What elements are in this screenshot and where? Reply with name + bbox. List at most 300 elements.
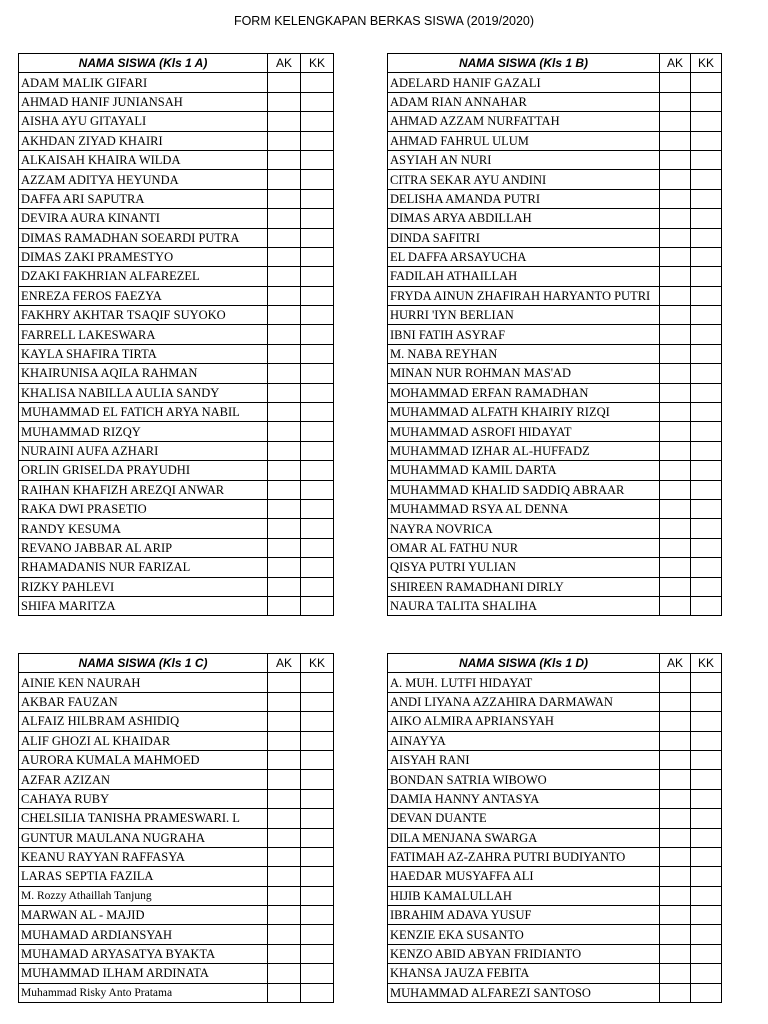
student-name: NAYRA NOVRICA	[388, 519, 660, 538]
student-row	[388, 558, 722, 577]
kk-checkbox-cell[interactable]	[301, 538, 334, 557]
student-row	[388, 73, 722, 92]
student-row	[388, 286, 722, 305]
ak-checkbox-cell[interactable]	[268, 344, 301, 363]
kk-checkbox-cell[interactable]	[301, 364, 334, 383]
ak-checkbox-cell[interactable]	[268, 750, 301, 769]
kk-checkbox-cell[interactable]	[301, 770, 334, 789]
kk-checkbox-cell[interactable]	[691, 558, 722, 577]
ak-checkbox-cell[interactable]	[268, 577, 301, 596]
student-row	[388, 325, 722, 344]
kk-checkbox-cell[interactable]	[301, 673, 334, 692]
ak-checkbox-cell[interactable]	[660, 403, 691, 422]
ak-checkbox-cell[interactable]	[660, 519, 691, 538]
ak-checkbox-cell[interactable]	[660, 596, 691, 615]
student-row	[19, 789, 334, 808]
ak-checkbox-cell[interactable]	[660, 673, 691, 692]
ak-checkbox-cell[interactable]	[660, 828, 691, 847]
ak-checkbox-cell[interactable]	[660, 344, 691, 363]
kk-checkbox-cell[interactable]	[301, 150, 334, 169]
ak-checkbox-cell[interactable]	[660, 925, 691, 944]
kk-checkbox-cell[interactable]	[301, 461, 334, 480]
kk-checkbox-cell[interactable]	[301, 712, 334, 731]
kk-checkbox-cell[interactable]	[301, 499, 334, 518]
student-row	[19, 596, 334, 615]
student-name: DIMAS ARYA ABDILLAH	[388, 209, 660, 228]
ak-checkbox-cell[interactable]	[268, 325, 301, 344]
kk-checkbox-cell[interactable]	[691, 499, 722, 518]
ak-checkbox-cell[interactable]	[268, 73, 301, 92]
student-name: AISYAH RANI	[388, 750, 660, 769]
ak-checkbox-cell[interactable]	[660, 92, 691, 111]
kk-checkbox-cell[interactable]	[301, 267, 334, 286]
ak-checkbox-cell[interactable]	[660, 944, 691, 963]
kk-checkbox-cell[interactable]	[691, 847, 722, 866]
kk-checkbox-cell[interactable]	[691, 519, 722, 538]
student-row	[19, 847, 334, 866]
kk-checkbox-cell[interactable]	[301, 189, 334, 208]
ak-checkbox-cell[interactable]	[268, 247, 301, 266]
ak-checkbox-cell[interactable]	[268, 770, 301, 789]
student-row	[388, 886, 722, 905]
student-name: RANDY KESUMA	[19, 519, 268, 538]
student-name: AHMAD HANIF JUNIANSAH	[19, 92, 268, 111]
student-name: MUHAMMAD KAMIL DARTA	[388, 461, 660, 480]
student-row	[19, 403, 334, 422]
ak-checkbox-cell[interactable]	[268, 692, 301, 711]
ak-checkbox-cell[interactable]	[660, 847, 691, 866]
kk-checkbox-cell[interactable]	[691, 286, 722, 305]
kk-checkbox-cell[interactable]	[301, 925, 334, 944]
ak-checkbox-cell[interactable]	[660, 112, 691, 131]
student-name: MUHAMAD ARYASATYA BYAKTA	[19, 944, 268, 963]
kk-checkbox-cell[interactable]	[691, 906, 722, 925]
student-row	[388, 789, 722, 808]
kk-checkbox-cell[interactable]	[691, 886, 722, 905]
student-row	[19, 731, 334, 750]
kk-checkbox-cell[interactable]	[691, 422, 722, 441]
kk-checkbox-cell[interactable]	[301, 209, 334, 228]
student-row	[388, 383, 722, 402]
ak-checkbox-cell[interactable]	[268, 286, 301, 305]
student-row	[388, 692, 722, 711]
student-name: MUHAMMAD ILHAM ARDINATA	[19, 964, 268, 983]
student-name: FRYDA AINUN ZHAFIRAH HARYANTO PUTRI	[388, 286, 660, 305]
student-row	[19, 770, 334, 789]
ak-checkbox-cell[interactable]	[268, 267, 301, 286]
kk-checkbox-cell[interactable]	[691, 92, 722, 111]
student-row	[388, 750, 722, 769]
ak-checkbox-cell[interactable]	[660, 170, 691, 189]
kk-checkbox-cell[interactable]	[301, 112, 334, 131]
ak-checkbox-cell[interactable]	[660, 906, 691, 925]
ak-checkbox-cell[interactable]	[268, 906, 301, 925]
kk-checkbox-cell[interactable]	[691, 306, 722, 325]
kk-checkbox-cell[interactable]	[301, 847, 334, 866]
kk-checkbox-cell[interactable]	[301, 731, 334, 750]
student-row	[19, 112, 334, 131]
kk-checkbox-cell[interactable]	[301, 964, 334, 983]
ak-column-header: AK	[268, 54, 301, 73]
student-row	[388, 344, 722, 363]
kk-checkbox-cell[interactable]	[691, 944, 722, 963]
page-title: FORM KELENGKAPAN BERKAS SISWA (2019/2020)	[233, 14, 535, 28]
student-name: IBRAHIM ADAVA YUSUF	[388, 906, 660, 925]
kk-checkbox-cell[interactable]	[691, 480, 722, 499]
kk-checkbox-cell[interactable]	[301, 867, 334, 886]
kk-checkbox-cell[interactable]	[691, 112, 722, 131]
student-name: AKBAR FAUZAN	[19, 692, 268, 711]
student-row	[19, 325, 334, 344]
student-row	[19, 558, 334, 577]
student-name: KENZIE EKA SUSANTO	[388, 925, 660, 944]
student-row	[19, 92, 334, 111]
table-header-row	[388, 54, 722, 73]
ak-checkbox-cell[interactable]	[268, 499, 301, 518]
student-row	[19, 983, 334, 1002]
ak-checkbox-cell[interactable]	[660, 441, 691, 460]
kk-checkbox-cell[interactable]	[691, 189, 722, 208]
kk-checkbox-cell[interactable]	[691, 673, 722, 692]
kk-checkbox-cell[interactable]	[301, 828, 334, 847]
kk-checkbox-cell[interactable]	[301, 750, 334, 769]
ak-checkbox-cell[interactable]	[660, 480, 691, 499]
kk-checkbox-cell[interactable]	[691, 577, 722, 596]
kk-checkbox-cell[interactable]	[301, 944, 334, 963]
ak-checkbox-cell[interactable]	[660, 983, 691, 1002]
student-name: DIMAS RAMADHAN SOEARDI PUTRA	[19, 228, 268, 247]
ak-checkbox-cell[interactable]	[268, 944, 301, 963]
student-name: BONDAN SATRIA WIBOWO	[388, 770, 660, 789]
student-row	[388, 925, 722, 944]
student-name: NURAINI AUFA AZHARI	[19, 441, 268, 460]
kk-checkbox-cell[interactable]	[691, 325, 722, 344]
kk-checkbox-cell[interactable]	[301, 577, 334, 596]
ak-checkbox-cell[interactable]	[268, 538, 301, 557]
kk-checkbox-cell[interactable]	[301, 403, 334, 422]
student-name: AINAYYA	[388, 731, 660, 750]
kk-checkbox-cell[interactable]	[301, 886, 334, 905]
ak-checkbox-cell[interactable]	[660, 789, 691, 808]
student-row	[388, 131, 722, 150]
student-row	[388, 538, 722, 557]
kk-checkbox-cell[interactable]	[691, 228, 722, 247]
kk-checkbox-cell[interactable]	[301, 983, 334, 1002]
student-name: CITRA SEKAR AYU ANDINI	[388, 170, 660, 189]
student-row	[388, 441, 722, 460]
student-name: DILA MENJANA SWARGA	[388, 828, 660, 847]
kk-checkbox-cell[interactable]	[691, 692, 722, 711]
kk-checkbox-cell[interactable]	[301, 596, 334, 615]
ak-checkbox-cell[interactable]	[268, 596, 301, 615]
kk-checkbox-cell[interactable]	[691, 770, 722, 789]
kk-checkbox-cell[interactable]	[691, 73, 722, 92]
student-name: MUHAMMAD RIZQY	[19, 422, 268, 441]
student-name: ALKAISAH KHAIRA WILDA	[19, 150, 268, 169]
student-row	[19, 383, 334, 402]
ak-checkbox-cell[interactable]	[268, 383, 301, 402]
student-name: KENZO ABID ABYAN FRIDIANTO	[388, 944, 660, 963]
student-row	[19, 209, 334, 228]
ak-checkbox-cell[interactable]	[660, 770, 691, 789]
student-row	[19, 131, 334, 150]
class-1a-table	[18, 53, 334, 616]
student-name: AIKO ALMIRA APRIANSYAH	[388, 712, 660, 731]
kk-column-header: KK	[301, 654, 334, 673]
student-row	[19, 964, 334, 983]
student-name: ALIF GHOZI AL KHAIDAR	[19, 731, 268, 750]
ak-checkbox-cell[interactable]	[268, 92, 301, 111]
name-column-header: NAMA SISWA (Kls 1 A)	[19, 54, 268, 73]
ak-checkbox-cell[interactable]	[268, 983, 301, 1002]
kk-checkbox-cell[interactable]	[691, 750, 722, 769]
ak-checkbox-cell[interactable]	[660, 209, 691, 228]
ak-checkbox-cell[interactable]	[268, 867, 301, 886]
ak-checkbox-cell[interactable]	[660, 461, 691, 480]
kk-checkbox-cell[interactable]	[301, 131, 334, 150]
student-name: DAFFA ARI SAPUTRA	[19, 189, 268, 208]
kk-checkbox-cell[interactable]	[301, 809, 334, 828]
student-name: ENREZA FEROS FAEZYA	[19, 286, 268, 305]
student-row	[388, 209, 722, 228]
ak-checkbox-cell[interactable]	[660, 247, 691, 266]
kk-checkbox-cell[interactable]	[691, 364, 722, 383]
student-row	[388, 770, 722, 789]
student-name: DIMAS ZAKI PRAMESTYO	[19, 247, 268, 266]
student-name: DZAKI FAKHRIAN ALFAREZEL	[19, 267, 268, 286]
student-name: RAIHAN KHAFIZH AREZQI ANWAR	[19, 480, 268, 499]
student-row	[19, 519, 334, 538]
kk-checkbox-cell[interactable]	[301, 286, 334, 305]
kk-checkbox-cell[interactable]	[301, 228, 334, 247]
ak-checkbox-cell[interactable]	[268, 886, 301, 905]
student-row	[19, 886, 334, 905]
student-name: A. MUH. LUTFI HIDAYAT	[388, 673, 660, 692]
kk-checkbox-cell[interactable]	[301, 789, 334, 808]
kk-checkbox-cell[interactable]	[691, 344, 722, 363]
student-row	[388, 867, 722, 886]
kk-checkbox-cell[interactable]	[691, 925, 722, 944]
student-name: MOHAMMAD ERFAN RAMADHAN	[388, 383, 660, 402]
ak-checkbox-cell[interactable]	[268, 828, 301, 847]
kk-checkbox-cell[interactable]	[301, 325, 334, 344]
kk-checkbox-cell[interactable]	[691, 209, 722, 228]
ak-checkbox-cell[interactable]	[660, 267, 691, 286]
ak-checkbox-cell[interactable]	[660, 867, 691, 886]
student-name: KAYLA SHAFIRA TIRTA	[19, 344, 268, 363]
student-name: DINDA SAFITRI	[388, 228, 660, 247]
kk-checkbox-cell[interactable]	[691, 809, 722, 828]
student-name: MUHAMAD ARDIANSYAH	[19, 925, 268, 944]
ak-checkbox-cell[interactable]	[268, 364, 301, 383]
ak-checkbox-cell[interactable]	[268, 731, 301, 750]
ak-checkbox-cell[interactable]	[268, 170, 301, 189]
ak-checkbox-cell[interactable]	[268, 422, 301, 441]
ak-checkbox-cell[interactable]	[660, 712, 691, 731]
ak-checkbox-cell[interactable]	[660, 228, 691, 247]
ak-checkbox-cell[interactable]	[660, 809, 691, 828]
kk-checkbox-cell[interactable]	[301, 247, 334, 266]
student-name: FATIMAH AZ-ZAHRA PUTRI BUDIYANTO	[388, 847, 660, 866]
class-1d-table	[387, 653, 722, 1003]
kk-checkbox-cell[interactable]	[691, 789, 722, 808]
ak-checkbox-cell[interactable]	[268, 441, 301, 460]
student-row	[388, 828, 722, 847]
ak-checkbox-cell[interactable]	[268, 847, 301, 866]
ak-checkbox-cell[interactable]	[268, 558, 301, 577]
student-row	[388, 983, 722, 1002]
ak-checkbox-cell[interactable]	[660, 383, 691, 402]
student-name: HIJIB KAMALULLAH	[388, 886, 660, 905]
kk-checkbox-cell[interactable]	[691, 267, 722, 286]
student-name: MINAN NUR ROHMAN MAS'AD	[388, 364, 660, 383]
kk-checkbox-cell[interactable]	[301, 92, 334, 111]
kk-checkbox-cell[interactable]	[691, 403, 722, 422]
student-row	[388, 596, 722, 615]
ak-checkbox-cell[interactable]	[268, 964, 301, 983]
ak-checkbox-cell[interactable]	[660, 577, 691, 596]
kk-checkbox-cell[interactable]	[301, 73, 334, 92]
ak-checkbox-cell[interactable]	[660, 750, 691, 769]
student-name: EL DAFFA ARSAYUCHA	[388, 247, 660, 266]
kk-checkbox-cell[interactable]	[691, 983, 722, 1002]
student-name: OMAR AL FATHU NUR	[388, 538, 660, 557]
student-name: Muhammad Risky Anto Pratama	[19, 983, 268, 1002]
student-name: KHAIRUNISA AQILA RAHMAN	[19, 364, 268, 383]
ak-checkbox-cell[interactable]	[268, 925, 301, 944]
ak-checkbox-cell[interactable]	[268, 112, 301, 131]
ak-checkbox-cell[interactable]	[660, 692, 691, 711]
kk-checkbox-cell[interactable]	[691, 247, 722, 266]
student-name: ADAM RIAN ANNAHAR	[388, 92, 660, 111]
kk-checkbox-cell[interactable]	[691, 712, 722, 731]
kk-checkbox-cell[interactable]	[301, 344, 334, 363]
kk-checkbox-cell[interactable]	[301, 306, 334, 325]
student-name: SHIFA MARITZA	[19, 596, 268, 615]
kk-checkbox-cell[interactable]	[691, 731, 722, 750]
kk-checkbox-cell[interactable]	[691, 867, 722, 886]
ak-checkbox-cell[interactable]	[268, 712, 301, 731]
ak-checkbox-cell[interactable]	[268, 150, 301, 169]
ak-checkbox-cell[interactable]	[660, 150, 691, 169]
ak-checkbox-cell[interactable]	[660, 964, 691, 983]
ak-checkbox-cell[interactable]	[660, 731, 691, 750]
student-name: MUHAMMAD RSYA AL DENNA	[388, 499, 660, 518]
student-row	[388, 112, 722, 131]
student-name: MUHAMMAD EL FATICH ARYA NABIL	[19, 403, 268, 422]
student-name: CHELSILIA TANISHA PRAMESWARI. L	[19, 809, 268, 828]
ak-checkbox-cell[interactable]	[268, 809, 301, 828]
ak-checkbox-cell[interactable]	[660, 886, 691, 905]
student-name: KHANSA JAUZA FEBITA	[388, 964, 660, 983]
student-row	[388, 247, 722, 266]
ak-checkbox-cell[interactable]	[268, 480, 301, 499]
ak-checkbox-cell[interactable]	[268, 519, 301, 538]
ak-checkbox-cell[interactable]	[660, 538, 691, 557]
kk-checkbox-cell[interactable]	[301, 480, 334, 499]
kk-checkbox-cell[interactable]	[691, 131, 722, 150]
kk-column-header: KK	[691, 54, 722, 73]
ak-checkbox-cell[interactable]	[660, 422, 691, 441]
ak-checkbox-cell[interactable]	[660, 558, 691, 577]
kk-checkbox-cell[interactable]	[691, 828, 722, 847]
student-name: FADILAH ATHAILLAH	[388, 267, 660, 286]
student-name: HURRI 'IYN BERLIAN	[388, 306, 660, 325]
kk-checkbox-cell[interactable]	[301, 383, 334, 402]
ak-checkbox-cell[interactable]	[268, 306, 301, 325]
kk-checkbox-cell[interactable]	[691, 150, 722, 169]
student-name: ADELARD HANIF GAZALI	[388, 73, 660, 92]
student-row	[19, 906, 334, 925]
ak-checkbox-cell[interactable]	[268, 789, 301, 808]
ak-checkbox-cell[interactable]	[268, 228, 301, 247]
student-name: ADAM MALIK GIFARI	[19, 73, 268, 92]
student-row	[19, 673, 334, 692]
kk-checkbox-cell[interactable]	[301, 906, 334, 925]
kk-checkbox-cell[interactable]	[301, 558, 334, 577]
student-row	[19, 944, 334, 963]
ak-checkbox-cell[interactable]	[660, 364, 691, 383]
ak-checkbox-cell[interactable]	[268, 131, 301, 150]
ak-checkbox-cell[interactable]	[660, 286, 691, 305]
kk-checkbox-cell[interactable]	[301, 170, 334, 189]
student-name: CAHAYA RUBY	[19, 789, 268, 808]
student-row	[19, 712, 334, 731]
student-row	[388, 150, 722, 169]
student-name: RAKA DWI PRASETIO	[19, 499, 268, 518]
kk-checkbox-cell[interactable]	[691, 964, 722, 983]
student-row	[19, 228, 334, 247]
student-row	[19, 267, 334, 286]
ak-checkbox-cell[interactable]	[268, 209, 301, 228]
ak-checkbox-cell[interactable]	[660, 73, 691, 92]
student-name: M. NABA REYHAN	[388, 344, 660, 363]
student-name: QISYA PUTRI YULIAN	[388, 558, 660, 577]
table-header-row	[19, 54, 334, 73]
student-row	[388, 906, 722, 925]
student-row	[19, 809, 334, 828]
kk-checkbox-cell[interactable]	[301, 692, 334, 711]
kk-checkbox-cell[interactable]	[691, 441, 722, 460]
student-row	[19, 828, 334, 847]
ak-checkbox-cell[interactable]	[268, 403, 301, 422]
student-row	[388, 944, 722, 963]
kk-checkbox-cell[interactable]	[301, 519, 334, 538]
kk-checkbox-cell[interactable]	[301, 441, 334, 460]
kk-checkbox-cell[interactable]	[691, 383, 722, 402]
student-row	[388, 403, 722, 422]
ak-checkbox-cell[interactable]	[660, 325, 691, 344]
student-name: ORLIN GRISELDA PRAYUDHI	[19, 461, 268, 480]
ak-checkbox-cell[interactable]	[660, 189, 691, 208]
student-row	[19, 150, 334, 169]
kk-checkbox-cell[interactable]	[301, 422, 334, 441]
ak-checkbox-cell[interactable]	[268, 461, 301, 480]
student-row	[388, 228, 722, 247]
kk-checkbox-cell[interactable]	[691, 461, 722, 480]
ak-checkbox-cell[interactable]	[660, 131, 691, 150]
ak-checkbox-cell[interactable]	[268, 673, 301, 692]
ak-checkbox-cell[interactable]	[660, 306, 691, 325]
student-name: ASYIAH AN NURI	[388, 150, 660, 169]
student-row	[388, 92, 722, 111]
kk-checkbox-cell[interactable]	[691, 170, 722, 189]
student-row	[19, 538, 334, 557]
ak-checkbox-cell[interactable]	[268, 189, 301, 208]
kk-checkbox-cell[interactable]	[691, 596, 722, 615]
kk-checkbox-cell[interactable]	[691, 538, 722, 557]
ak-checkbox-cell[interactable]	[660, 499, 691, 518]
